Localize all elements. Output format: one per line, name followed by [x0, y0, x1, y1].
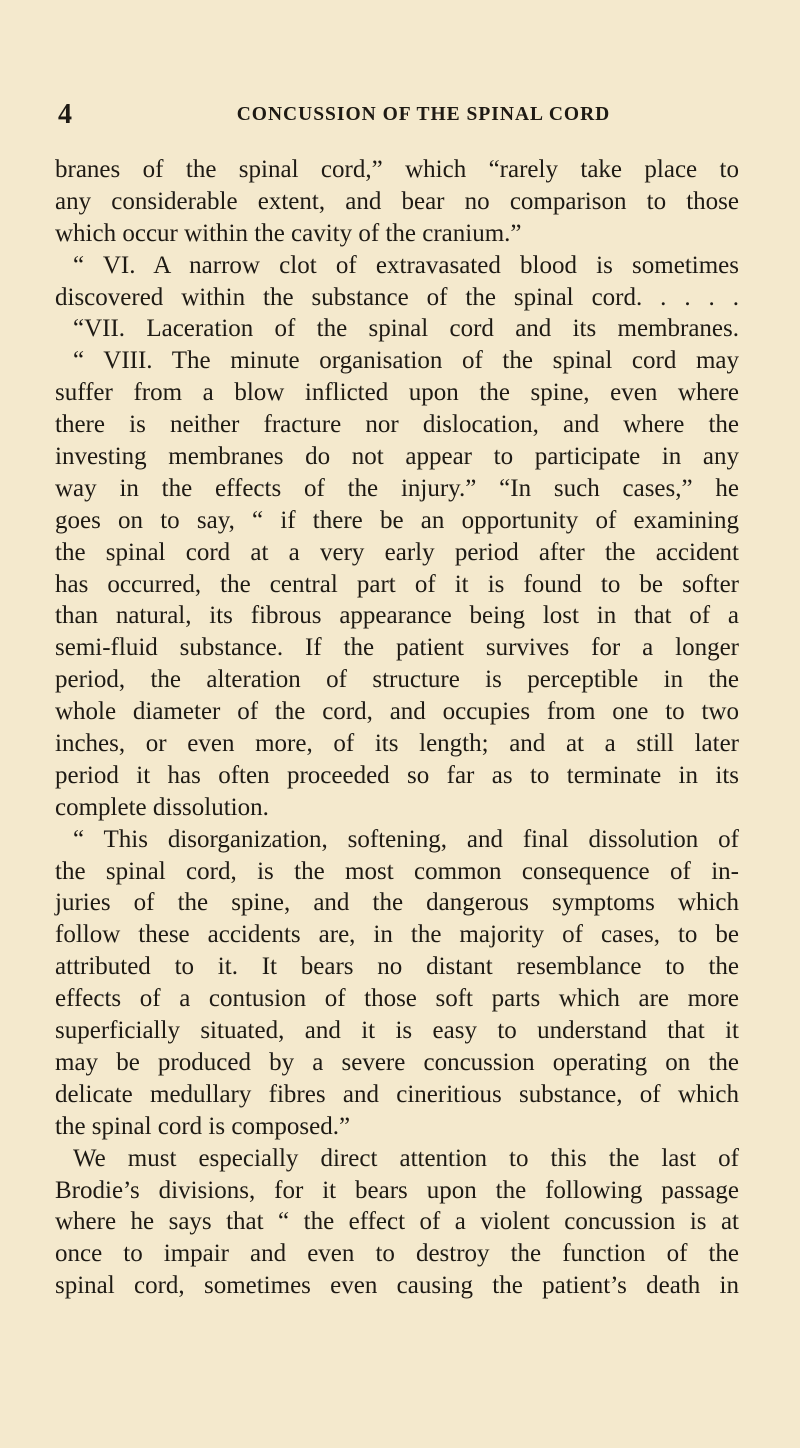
text-line: “ VI. A narrow clot of extravasated blood is sometimes: [73, 251, 739, 279]
text-line: “ VIII. The minute organisation of the spinal cord may: [73, 347, 739, 375]
text-line: discovered within the substance of the spinal cord. . . . .: [55, 283, 739, 311]
text-line: complete dissolution.: [55, 793, 269, 821]
text-line: attributed to it. It bears no distant resemblance to the: [55, 953, 739, 981]
text-line: suffer from a blow inflicted upon the spine, even where: [55, 379, 739, 407]
text-line: semi-fluid substance. If the patient survives for a longer: [55, 634, 739, 662]
text-line: period, the alteration of structure is perceptible in the: [55, 666, 739, 694]
running-head-title: CONCUSSION OF THE SPINAL CORD: [236, 104, 611, 125]
text-line: “VII. Laceration of the spinal cord and its membranes.: [73, 315, 739, 343]
text-line: than natural, its fibrous appearance being lost in that of a: [55, 602, 739, 630]
text-line: way in the effects of the injury.” “In such cases,” he: [55, 474, 739, 502]
text-line: “ This disorganization, softening, and final dissolution of: [73, 825, 739, 853]
page-number: 4: [58, 99, 73, 130]
text-line: investing membranes do not appear to participate in any: [55, 443, 739, 471]
text-line: there is neither fracture nor dislocation, and where the: [55, 411, 739, 439]
text-line: goes on to say, “ if there be an opportunity of examining: [55, 506, 739, 534]
text-line: superficially situated, and it is easy to understand that it: [55, 1017, 739, 1045]
text-line: spinal cord, sometimes even causing the patient’s death in: [55, 1272, 739, 1300]
text-line: period it has often proceeded so far as to terminate in its: [55, 761, 739, 789]
text-line: the spinal cord at a very early period after the accident: [55, 538, 739, 566]
text-line: has occurred, the central part of it is found to be softer: [55, 570, 739, 598]
text-line: once to impair and even to destroy the function of the: [55, 1240, 739, 1268]
text-line: delicate medullary fibres and cineritious substance, of which: [55, 1080, 739, 1108]
text-line: Brodie’s divisions, for it bears upon the following passage: [55, 1176, 739, 1204]
text-line: We must especially direct attention to this the last of: [73, 1144, 739, 1172]
text-line: any considerable extent, and bear no comparison to those: [55, 187, 739, 215]
text-line: the spinal cord is composed.”: [55, 1112, 351, 1140]
running-head: [58, 100, 734, 130]
text-line: may be produced by a severe concussion operating on the: [55, 1048, 739, 1076]
text-line: whole diameter of the cord, and occupies from one to two: [55, 698, 739, 726]
text-line: inches, or even more, of its length; and at a still later: [55, 730, 739, 758]
text-line: juries of the spine, and the dangerous symptoms which: [55, 889, 739, 917]
text-line: the spinal cord, is the most common consequence of in-: [55, 857, 739, 885]
text-line: which occur within the cavity of the cranium.”: [55, 219, 522, 247]
text-line: where he says that “ the effect of a violent concussion is at: [55, 1208, 739, 1236]
text-line: branes of the spinal cord,” which “rarely take place to: [55, 156, 739, 183]
text-line: effects of a contusion of those soft parts which are more: [55, 985, 739, 1013]
text-line: follow these accidents are, in the majority of cases, to be: [55, 921, 739, 949]
body-text: [55, 154, 739, 1302]
